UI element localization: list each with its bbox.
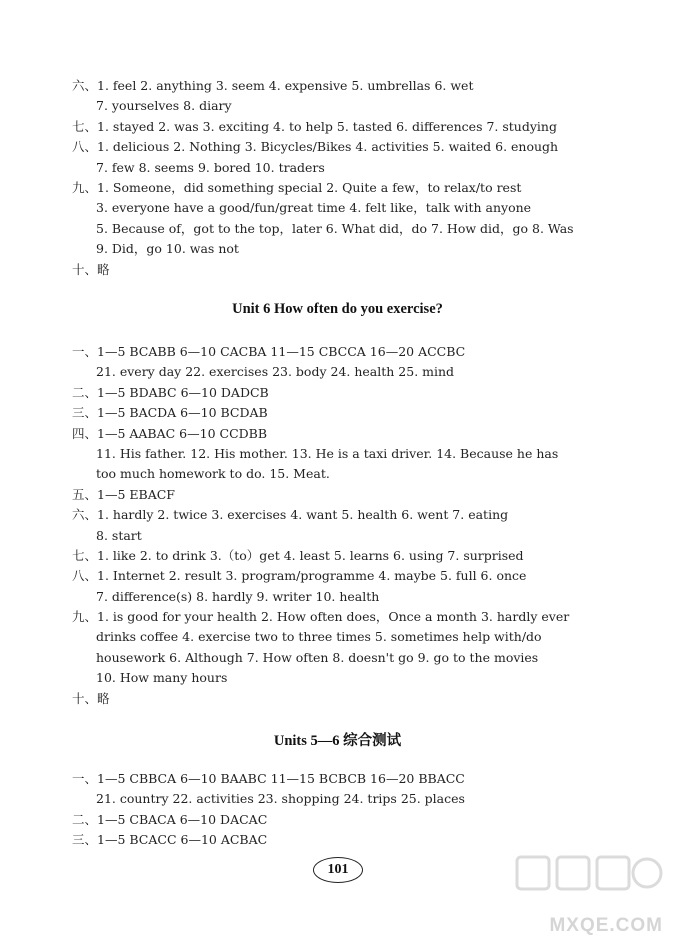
answer-text: 11. His father. 12. His mother. 13. He is a taxi driver. 14. Because he has [96,445,559,461]
answer-line-continued [0,464,675,484]
answer-text: 四、1—5 AABAC 6—10 CCDBB [72,425,268,441]
answer-text: 7. few 8. seems 9. bored 10. traders [96,159,325,175]
section-test-answers [0,769,675,851]
answer-text: 六、1. feel 2. anything 3. seem 4. expensive 5. umbrellas 6. wet [72,78,474,93]
answer-line [0,566,675,586]
answer-text: too much homework to do. 15. Meat. [96,466,330,482]
answer-line [0,342,675,362]
answer-item [0,424,675,485]
answer-line [0,403,675,423]
answer-line [0,607,675,627]
answer-item [0,810,675,830]
answer-line-continued [0,587,675,607]
answer-text: 七、1. like 2. to drink 3.（to）get 4. least 5. learns 6. using 7. surprised [72,547,524,563]
watermark-icon [507,849,667,909]
answer-text: 10. How many hours [96,670,228,686]
answer-text: 一、1—5 CBBCA 6—10 BAABC 11—15 BCBCB 16—20 BBACC [72,771,465,786]
answer-item [0,342,675,383]
answer-text: 3. everyone have a good/fun/great time 4. felt like，talk with anyone [96,200,532,216]
unit6-heading: Unit 6 How often do you exercise? [232,301,443,317]
page-number: 101 [313,857,363,883]
answer-text: 五、1—5 EBACF [72,486,175,502]
section-unit6-answers [0,342,675,709]
answer-line-continued [0,239,675,259]
answer-line [0,260,675,280]
answer-line-continued [0,362,675,382]
answer-text: 八、1. delicious 2. Nothing 3. Bicycles/Bikes 4. activities 5. waited 6. enough [72,139,559,155]
answer-text: 三、1—5 BACDA 6—10 BCDAB [72,405,268,421]
answer-item [0,178,675,260]
answer-line-continued [0,219,675,239]
answer-item [0,607,675,689]
answer-item [0,485,675,505]
answer-line-continued [0,96,675,116]
answer-item [0,830,675,850]
answer-item [0,505,675,546]
answer-text: 十、略 [72,690,110,706]
answer-text: 九、1. Someone，did something special 2. Quite a few，to relax/to rest [72,179,522,195]
answer-line [0,485,675,505]
answer-text: 六、1. hardly 2. twice 3. exercises 4. want 5. health 6. went 7. eating [72,507,509,523]
answer-item [0,76,675,117]
answer-text: 7. yourselves 8. diary [96,98,232,114]
test-heading: Units 5—6 综合测试 [273,733,402,749]
answer-line [0,830,675,850]
answer-line [0,810,675,830]
section-continued-answers [0,76,675,280]
answer-line-continued [0,648,675,668]
watermark-text: MXQE.COM [549,915,663,936]
answer-line [0,117,675,137]
answer-text: drinks coffee 4. exercise two to three times 5. sometimes help with/do [96,629,542,645]
answer-item [0,689,675,709]
answer-text: 九、1. is good for your health 2. How often does，Once a month 3. hardly ever [72,609,570,625]
answer-item [0,383,675,403]
answer-line [0,689,675,709]
answer-text: 7. difference(s) 8. hardly 9. writer 10. health [96,588,380,604]
answer-line-continued [0,444,675,464]
answer-line-continued [0,198,675,218]
answer-line-continued [0,789,675,809]
answer-text: 三、1—5 BCACC 6—10 ACBAC [72,832,268,848]
answer-line-continued [0,158,675,178]
answer-text: 八、1. Internet 2. result 3. program/programme 4. maybe 5. full 6. once [72,568,527,584]
answer-text: 5. Because of，got to the top，later 6. What did，do 7. How did，go 8. Was [96,220,574,236]
answer-text: 21. country 22. activities 23. shopping 24. trips 25. places [96,791,465,807]
answer-text: 二、1—5 BDABC 6—10 DADCB [72,384,269,400]
answer-line [0,178,675,198]
answer-line-continued [0,526,675,546]
answer-text: 七、1. stayed 2. was 3. exciting 4. to help 5. tasted 6. differences 7. studying [72,118,557,134]
answer-text: 一、1—5 BCABB 6—10 CACBA 11—15 CBCCA 16—20 ACCBC [72,344,466,359]
answer-text: 8. start [96,527,142,543]
answer-line [0,76,675,96]
answer-text: 21. every day 22. exercises 23. body 24. health 25. mind [96,364,455,380]
answer-line [0,505,675,525]
answer-item [0,117,675,137]
answer-item [0,769,675,810]
watermark-logo [507,849,667,939]
answer-text: 9. Did，go 10. was not [96,241,239,257]
answer-line [0,546,675,566]
answer-line [0,769,675,789]
answer-item [0,260,675,280]
answer-text: 二、1—5 CBACA 6—10 DACAC [72,811,268,827]
answer-item [0,546,675,566]
answer-line-continued [0,627,675,647]
answer-line [0,137,675,157]
answer-text: housework 6. Although 7. How often 8. doesn't go 9. go to the movies [96,649,539,665]
answer-item [0,137,675,178]
answer-item [0,403,675,423]
answer-item [0,566,675,607]
answer-line [0,383,675,403]
answer-text: 十、略 [72,261,110,277]
answer-line [0,424,675,444]
answer-line-continued [0,668,675,688]
